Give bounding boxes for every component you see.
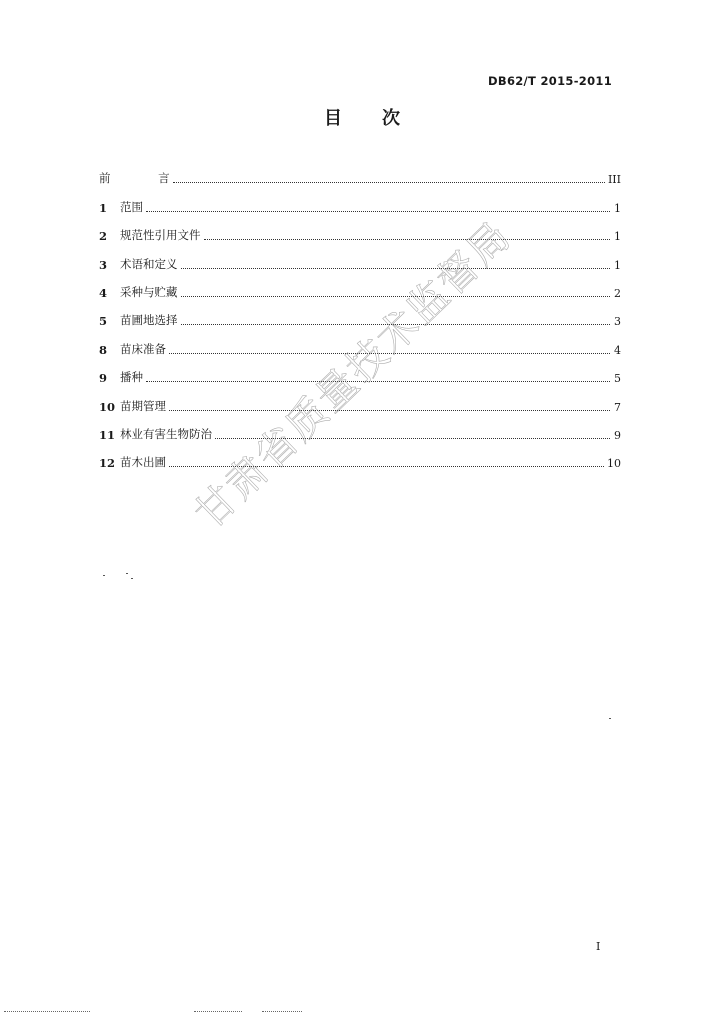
toc-leader-dots (181, 296, 611, 297)
toc-entry-page: 4 (614, 343, 621, 357)
toc-entry-number: 9 (99, 371, 108, 386)
toc-entry-number: 4 (99, 285, 108, 300)
toc-entry-label: 播种 (120, 370, 143, 385)
toc-entry-number: 12 (99, 456, 116, 471)
scan-speck (609, 718, 611, 719)
toc-entry-page: 10 (607, 457, 621, 471)
toc-leader-dots (181, 324, 611, 325)
toc-entry-number: 2 (99, 229, 108, 244)
scan-edge-line (4, 1011, 90, 1012)
scan-speck (131, 578, 133, 579)
toc-entry-label: 术语和定义 (120, 256, 178, 271)
toc-entry-number: 3 (99, 257, 108, 272)
toc-entry-number: 5 (99, 314, 108, 329)
toc-entry-page: 1 (614, 230, 621, 244)
toc-leader-dots (169, 466, 604, 467)
toc-entry-label: 规范性引用文件 (120, 228, 201, 243)
toc-leader-dots (169, 410, 610, 411)
toc-entry-label: 苗圃地选择 (120, 313, 178, 328)
toc-entry-3[interactable] (99, 243, 621, 271)
page-number: I (596, 940, 601, 953)
toc-entry-page: 1 (614, 258, 621, 272)
toc-entry-label: 范围 (120, 199, 143, 214)
toc-entry-4[interactable] (99, 272, 621, 300)
toc-entry-page: 3 (614, 315, 621, 329)
toc-entry-5[interactable] (99, 300, 621, 328)
toc-entry-8[interactable] (99, 328, 621, 356)
toc-entry-foreword[interactable] (99, 158, 621, 186)
toc-leader-dots (181, 268, 611, 269)
toc-leader-dots (146, 381, 610, 382)
toc-entry-label: 苗期管理 (120, 398, 166, 413)
toc-entry-number: 1 (99, 200, 108, 215)
toc-entry-10[interactable] (99, 385, 621, 413)
scan-edge-line (194, 1011, 242, 1012)
toc-entry-11[interactable] (99, 414, 621, 442)
toc-entry-2[interactable] (99, 215, 621, 243)
toc-entry-page: 5 (614, 372, 621, 386)
toc-leader-dots (146, 211, 610, 212)
toc-entry-number: 8 (99, 342, 108, 357)
toc-entry-page: III (607, 173, 621, 187)
toc-entry-9[interactable] (99, 357, 621, 385)
toc-entry-label: 前 言 (99, 171, 192, 186)
toc-title-part1: 目 (324, 108, 342, 129)
toc-entry-12[interactable] (99, 442, 621, 470)
toc-entry-page: 7 (614, 400, 621, 414)
scan-speck (103, 575, 105, 576)
toc-entry-number: 11 (99, 427, 116, 442)
toc-title (0, 104, 724, 130)
toc-entry-1[interactable] (99, 186, 621, 214)
watermark-stamp: 甘肃省质量技术监督局 (186, 212, 521, 538)
toc-title-part2: 次 (382, 108, 400, 129)
scan-edge-line (262, 1011, 302, 1012)
toc-leader-dots (215, 438, 610, 439)
toc-entry-page: 1 (614, 201, 621, 215)
document-code: DB62/T 2015-2011 (488, 74, 612, 88)
toc-entry-page: 9 (614, 428, 621, 442)
toc-leader-dots (173, 182, 605, 183)
toc-entry-page: 2 (614, 286, 621, 300)
scan-speck (126, 573, 128, 574)
toc-entry-label: 林业有害生物防治 (120, 426, 212, 441)
toc-leader-dots (169, 353, 610, 354)
table-of-contents (99, 158, 621, 470)
toc-leader-dots (204, 239, 611, 240)
toc-entry-label: 苗床准备 (120, 341, 166, 356)
toc-entry-label: 采种与贮藏 (120, 284, 178, 299)
toc-entry-label: 苗木出圃 (120, 455, 166, 470)
toc-entry-number: 10 (99, 399, 116, 414)
